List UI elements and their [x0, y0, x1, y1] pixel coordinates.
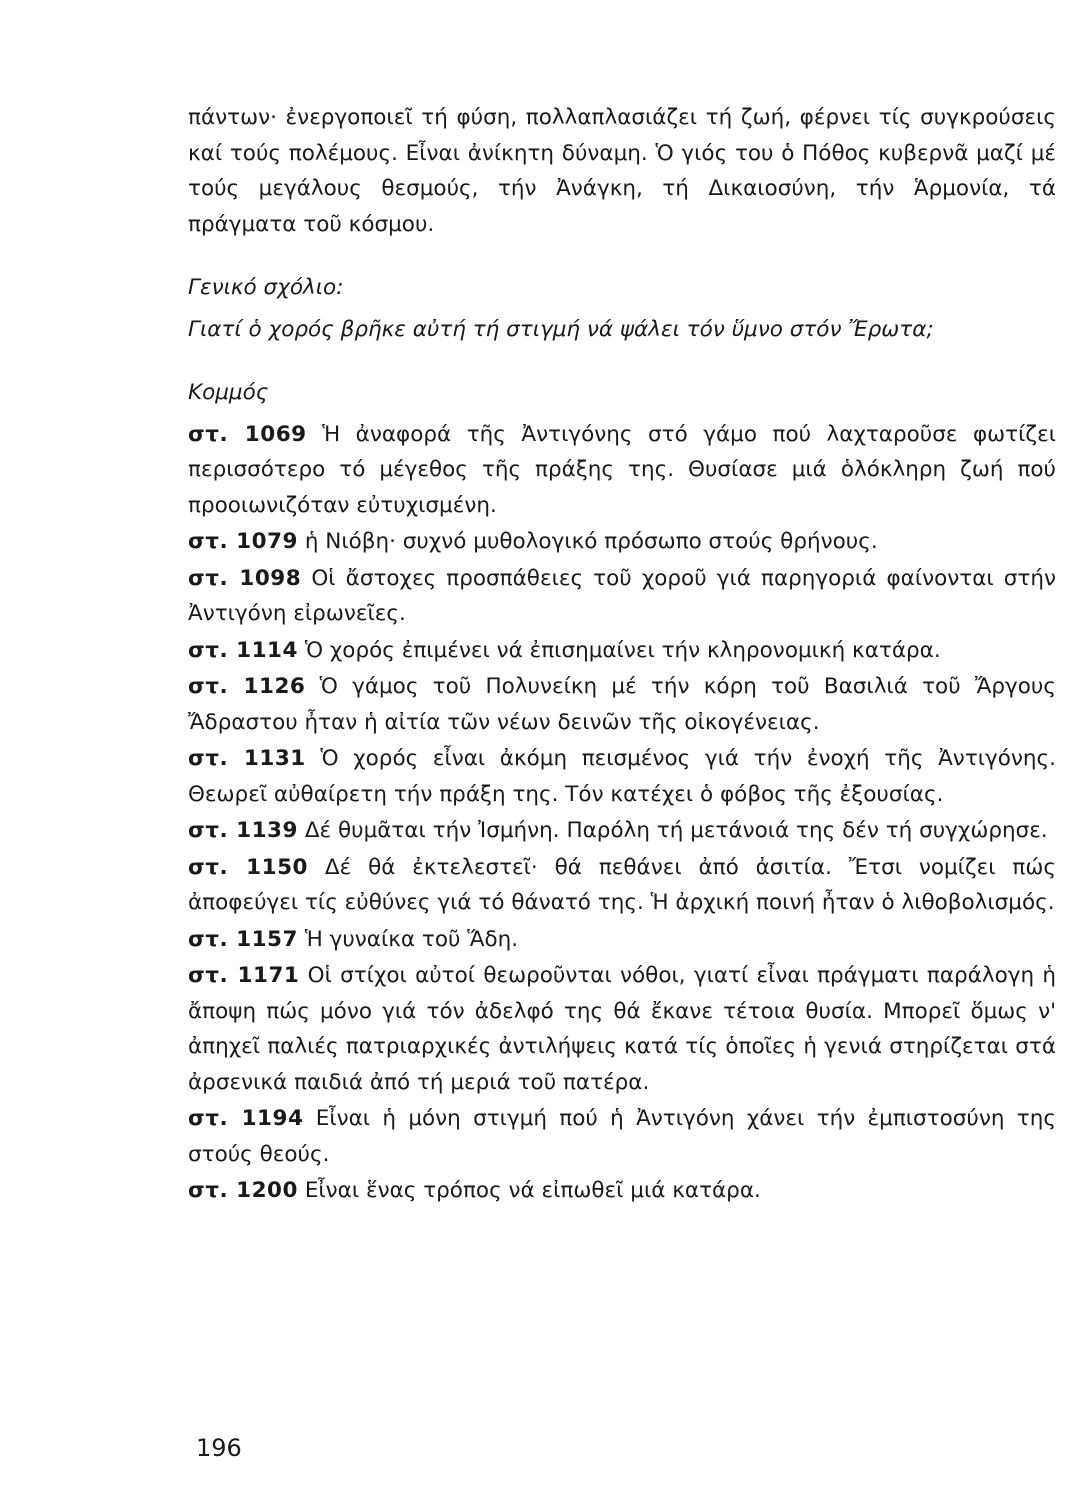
note-ref: στ. 1194	[188, 1106, 304, 1131]
note-ref: στ. 1114	[188, 637, 298, 663]
note-ref: στ. 1200	[188, 1178, 298, 1203]
note-item	[188, 1173, 1056, 1209]
note-item	[188, 633, 1056, 669]
note-text: Εἶναι ἕνας τρόπος νά εἰπωθεῖ μιά κατάρα.	[304, 1178, 761, 1203]
note-ref: στ. 1131	[188, 746, 306, 771]
note-item	[188, 741, 1056, 812]
note-text: Ὁ γάμος τοῦ Πολυνείκη μέ τήν κόρη τοῦ Βασιλιά τοῦ Ἄργους Ἄδραστου ἦταν ἡ αἰτία τῶν νέων δεινῶν τῆς οἰκογένειας.	[188, 674, 1056, 735]
note-item	[188, 813, 1056, 849]
note-ref: στ. 1150	[188, 854, 308, 880]
note-text: Οἱ στίχοι αὐτοί θεωροῦνται νόθοι, γιατί εἶναι πράγματι παράλογη ἡ ἄποψη πώς μόνο γιά τόν ἀδελφό της θά ἔκανε τέτοια θυσία. Μπορεῖ ὅμως ν' ἀπηχεῖ παλιές πατριαρχικές ἀντιλήψεις κατά τίς ὁποῖες ἡ γενιά στηρίζεται στά ἀρσενικά παιδιά ἀπό τή μεριά τοῦ πατέρα.	[188, 963, 1056, 1095]
note-text: Δέ θά ἐκτελεστεῖ· θά πεθάνει ἀπό ἀσιτία. Ἔτσι νομίζει πώς ἀποφεύγει τίς εὐθύνες γιά τό θάνατό της. Ἡ ἀρχική ποινή ἦταν ὁ λιθοβολισμός.	[188, 854, 1056, 915]
note-ref: στ. 1126	[188, 674, 306, 699]
note-text: Οἱ ἄστοχες προσπάθειες τοῦ χοροῦ γιά παρηγοριά φαίνονται στήν Ἀντιγόνη εἰρωνεῖες.	[188, 565, 1056, 626]
general-comment-heading: Γενικό σχόλιο:	[188, 275, 344, 300]
note-item	[188, 922, 1056, 958]
note-ref: στ. 1069	[188, 421, 307, 447]
note-item	[188, 561, 1056, 632]
note-ref: στ. 1157	[188, 926, 298, 952]
note-text: Ὁ χορός ἐπιμένει νά ἐπισημαίνει τήν κληρονομική κατάρα.	[304, 637, 941, 663]
page-number: 196	[196, 1434, 242, 1462]
note-item	[188, 958, 1056, 1100]
note-text: Ἡ ἀναφορά τῆς Ἀντιγόνης στό γάμο πού λαχταροῦσε φωτίζει περισσότερο τό μέγεθος τῆς πράξης της. Θυσίασε μιά ὁλόκληρη ζωή πού προοιωνιζόταν εὐτυχισμένη.	[188, 421, 1056, 518]
note-text: Ὁ χορός εἶναι ἀκόμη πεισμένος γιά τήν ἐνοχή τῆς Ἀντιγόνης. Θεωρεῖ αὐθαίρετη τήν πράξη της. Τόν κατέχει ὁ φόβος τῆς ἐξουσίας.	[188, 746, 1056, 807]
note-item	[188, 417, 1056, 524]
page-body	[188, 100, 1056, 1210]
intro-paragraph: πάντων· ἐνεργοποιεῖ τή φύση, πολλαπλασιάζει τή ζωή, φέρνει τίς συγκρούσεις καί τούς πολέμους. Εἶναι ἀνίκητη δύναμη. Ὁ γιός του ὁ Πόθος κυβερνᾶ μαζί μέ τούς μεγάλους θεσμούς, τήν Ἀνάγκη, τή Δικαιοσύνη, τήν Ἁρμονία, τά πράγματα τοῦ κόσμου.	[188, 105, 1056, 237]
note-text: Ἡ γυναίκα τοῦ Ἅδη.	[304, 926, 519, 952]
note-text: Δέ θυμᾶται τήν Ἰσμήνη. Παρόλη τή μετάνοιά της δέν τή συγχώρησε.	[304, 818, 1048, 843]
note-ref: στ. 1139	[188, 818, 298, 843]
notes-list	[188, 417, 1056, 1209]
section-heading: Κομμός	[188, 380, 269, 405]
note-text: ἡ Νιόβη· συχνό μυθολογικό πρόσωπο στούς θρήνους.	[304, 529, 878, 554]
note-item	[188, 850, 1056, 921]
general-comment-question: Γιατί ὁ χορός βρῆκε αὐτή τή στιγμή νά ψάλει τόν ὕμνο στόν Ἔρωτα;	[188, 316, 934, 342]
note-ref: στ. 1079	[188, 529, 298, 554]
note-ref: στ. 1098	[188, 565, 302, 591]
note-item	[188, 669, 1056, 740]
note-text: Εἶναι ἡ μόνη στιγμή πού ἡ Ἀντιγόνη χάνει τήν ἐμπιστοσύνη της στούς θεούς.	[188, 1106, 1056, 1167]
note-item	[188, 524, 1056, 560]
note-item	[188, 1101, 1056, 1172]
note-ref: στ. 1171	[188, 963, 300, 988]
